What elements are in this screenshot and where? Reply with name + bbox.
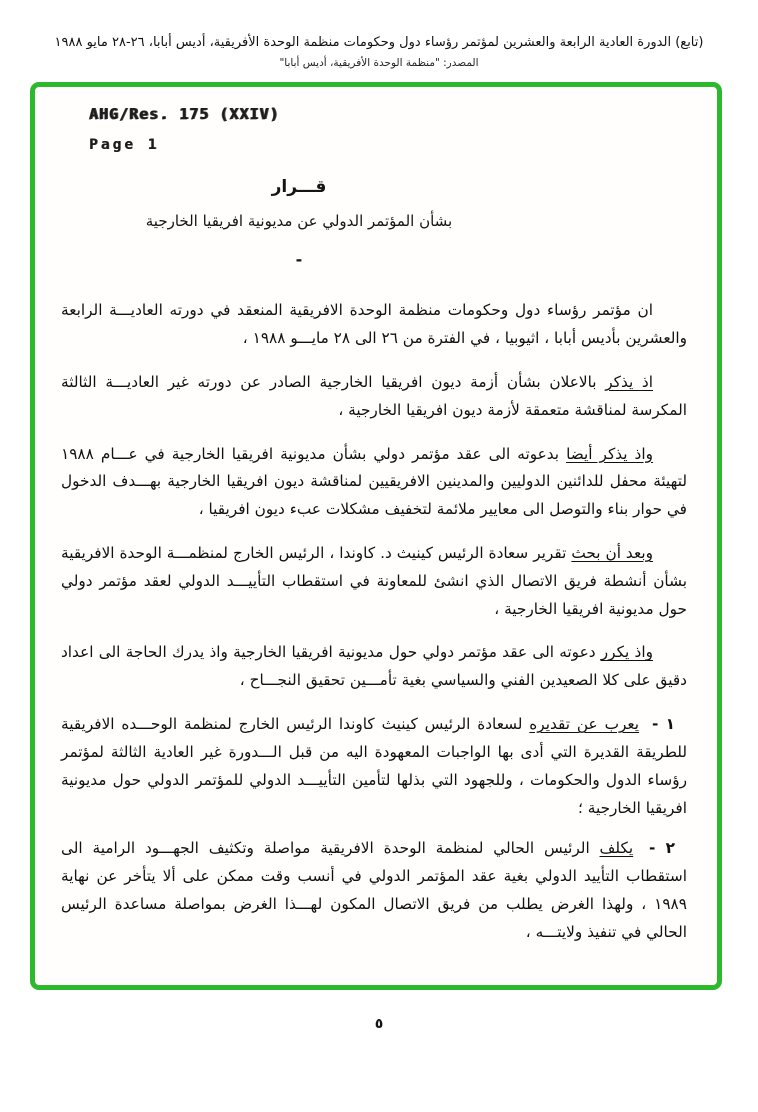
- paragraph-lead-underlined: وبعد أن بحث: [571, 543, 653, 562]
- item-number: ٢ -: [649, 839, 675, 858]
- item-number: ١ -: [651, 715, 675, 734]
- header-line: (تابع) الدورة العادية الرابعة والعشرين لمؤتمر رؤساء دول وحكومات منظمة الوحدة الأفريقية، أديس أبابا، ٢٦-٢٨ مايو ١٩٨٨: [54, 35, 704, 50]
- item-lead-underlined: يكلف: [599, 839, 634, 858]
- resolution-title: قـــرار: [271, 177, 327, 198]
- item-lead-underlined: يعرب عن تقديره: [529, 715, 640, 734]
- scanned-document-frame: [30, 82, 722, 990]
- title-block: [61, 177, 687, 269]
- preamble-paragraph: [61, 639, 687, 695]
- paragraph-text: بالاعلان بشأن أزمة ديون افريقيا الخارجية الصادر عن دورته غير العاديـــة الثالثة المكرسة لمناقشة متعمقة لأزمة ديون افريقيا الخارجية ،: [61, 372, 687, 419]
- page-label: Page 1: [89, 137, 160, 154]
- resolution-body: [61, 297, 687, 947]
- preamble-paragraph: [61, 297, 687, 353]
- source-line: المصدر: "منظمة الوحدة الأفريقية، أديس أبابا": [279, 57, 479, 70]
- document-reference: AHG/Res. 175 (XXIV): [89, 105, 280, 124]
- paragraph-text: ان مؤتمر رؤساء دول وحكومات منظمة الوحدة الافريقية المنعقد في دورته العاديـــة الرابعة والعشرين بأديس أبابا ، اثيوبيا ، في الفترة من ٢٦ الى ٢٨ مايـــو ١٩٨٨ ،: [61, 301, 687, 348]
- paragraph-lead-underlined: واذ يكرر: [600, 643, 654, 662]
- operative-item: [61, 835, 687, 946]
- paragraph-lead-underlined: واذ يذكر أيضا: [566, 444, 654, 463]
- divider-dash: -: [295, 250, 303, 270]
- item-text: الرئيس الحالي لمنظمة الوحدة الافريقية مواصلة وتكثيف الجهـــود الرامية الى استقطاب التأييد الدولي بغية عقد المؤتمر الدولي في أنسب وقت ممكن على ألا يتأخر عن نهاية ١٩٨٩ ، ولهذا الغرض يطلب من فريق الاتصال المكون لهـــذا الغرض بمواصلة مساعدة الرئيس الحالي في تنفيذ ولايتـــه ،: [61, 839, 687, 941]
- paragraph-text: دعوته الى عقد مؤتمر دولي حول مديونية افريقيا الخارجية واذ يدرك الحاجة الى اعداد دقيق على كلا الصعيدين الفني والسياسي بغية تأمـــين تحقيق النجـــاح ،: [61, 643, 687, 690]
- footer-page-number: ٥: [374, 1016, 384, 1033]
- operative-item: [61, 711, 687, 822]
- preamble-paragraph: [61, 441, 687, 524]
- paragraph-lead-underlined: اذ يذكر: [605, 372, 653, 391]
- item-text: لسعادة الرئيس كينيث كاوندا الرئيس الخارج لمنظمة الوحـــده الافريقية للطريقة القديرة التي أدى بها الواجبات المعهودة اليه من قبل الـــدورة غير العادية الثالثة لمؤتمر رؤساء الدول والحكومات ، وللجهود التي بذلها لتأمين التأييـــد الدولي للمؤتمر الدولي حول مديونية افريقيا الخارجية ؛: [61, 715, 687, 817]
- resolution-subtitle: بشأن المؤتمر الدولي عن مديونية افريقيا الخارجية: [145, 212, 453, 231]
- paragraph-text: تقرير سعادة الرئيس كينيث د. كاوندا ، الرئيس الخارج لمنظمـــة الوحدة الافريقية بشأن أنشطة فريق الاتصال الذي انشئ للمعاونة في استقطاب التأييـــد الدولي لعقد مؤتمر دولي حول مديونية افريقيا الخارجية ،: [61, 543, 687, 618]
- paragraph-text: بدعوته الى عقد مؤتمر دولي بشأن مديونية افريقيا الخارجية في عـــام ١٩٨٨ لتهيئة محفل للدائنين الدوليين والمدينين الافريقيين لمناقشة ديون افريقيا الخارجية بهـــدف الدخول في حوار بناء والتوصل الى معايير ملائمة لتخفيف مشكلات عبء ديون افريقيا ،: [61, 444, 687, 519]
- preamble-paragraph: [61, 369, 687, 425]
- preamble-paragraph: [61, 540, 687, 623]
